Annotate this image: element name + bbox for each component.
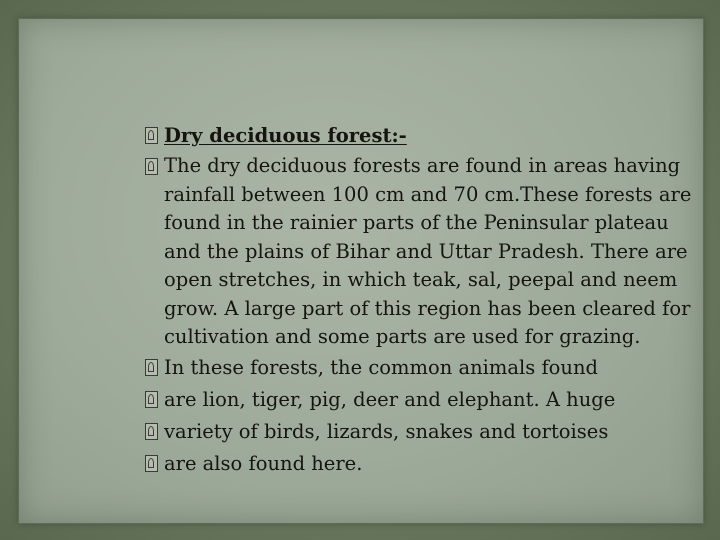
heading-item	[145, 120, 705, 152]
missing-glyph-box-icon	[145, 423, 158, 440]
bullet-item	[145, 352, 705, 384]
missing-glyph-box-icon	[145, 455, 158, 472]
bullet-text: The dry deciduous forests are found in areas having rainfall between 100 cm and 70 cm.These forests are found in the rainier parts of the Peninsular plateau and the plains of Bihar and Uttar Pradesh. There are open stretches, in which teak, sal, peepal and neem grow. A large part of this region has been cleared for cultivation and some parts are used for grazing.	[164, 154, 692, 348]
bullet-text: are also found here.	[164, 451, 363, 475]
missing-glyph-box-icon	[145, 359, 158, 376]
bullet-item	[145, 384, 705, 416]
bullet-text: variety of birds, lizards, snakes and tortoises	[164, 419, 609, 443]
slide-content	[145, 120, 705, 480]
missing-glyph-box-icon	[145, 391, 158, 408]
bullet-item	[145, 416, 705, 448]
bullet-text: In these forests, the common animals found	[164, 355, 599, 379]
bullet-text: are lion, tiger, pig, deer and elephant. A huge	[164, 387, 616, 411]
missing-glyph-box-icon	[145, 127, 158, 144]
bullet-item	[145, 448, 705, 480]
bullet-item	[145, 152, 705, 352]
missing-glyph-box-icon	[145, 158, 158, 175]
slide-heading: Dry deciduous forest:-	[164, 124, 407, 147]
